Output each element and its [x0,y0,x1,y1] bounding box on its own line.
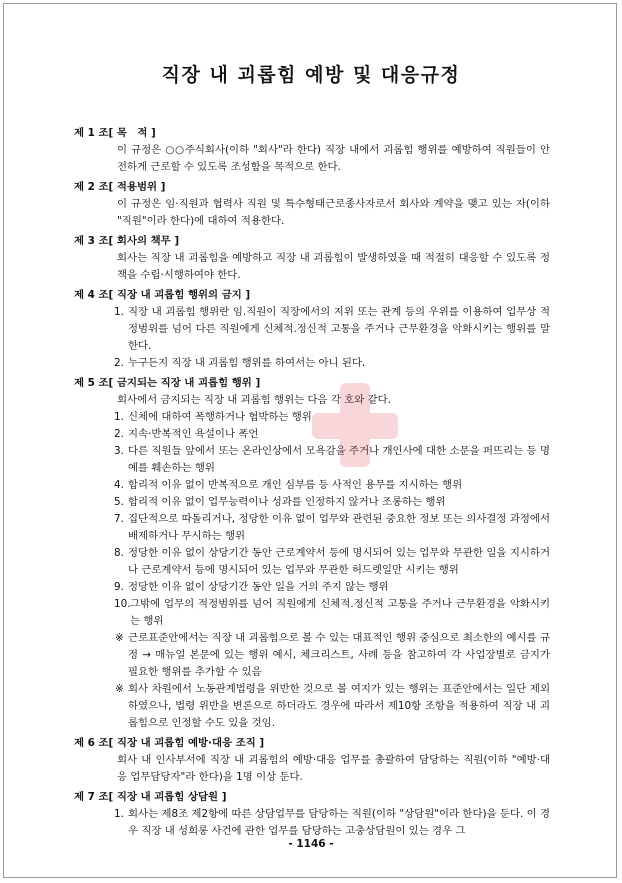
list-item [114,304,550,355]
article-paragraph: 이 규정은 임·직원과 협력사 직원 및 특수형태근로종사자로서 회사와 계약을 맺고 있는 자(이하 "직원"이라 한다)에 대하여 적용한다. [117,198,550,227]
document-body [72,122,550,840]
list-item [114,443,550,477]
item-number: 9. [114,581,124,593]
list-item [114,511,550,545]
article-paragraph: 회사 내 인사부서에 직장 내 괴롭힘의 예방·대응 업무를 총괄하여 담당하는 직원(이하 "예방·대응 업무담당자"라 한다)을 1명 이상 둔다. [117,754,550,783]
list-item [114,355,550,372]
note-item [115,630,550,681]
article-6 [72,735,550,786]
article-heading: 제 7 조[ 직장 내 괴롭힘 상담원 ] [74,791,227,803]
article-heading: 제 2 조[ 적용범위 ] [74,181,166,193]
item-number: 4. [114,479,124,491]
item-text: 그밖에 업무의 적정범위를 넘어 직원에게 신체적.정신적 고통을 주거나 근무환경을 악화시키는 행위 [130,598,550,627]
document-title: 직장 내 괴롭힘 예방 및 대응규정 [161,64,461,86]
item-number: 8. [114,547,124,559]
item-number: 10. [114,598,131,610]
article-paragraph: 회사는 직장 내 괴롭힘을 예방하고 직장 내 괴롭힘이 발생하였을 때 적절히 대응할 수 있도록 정책을 수립·시행하여야 한다. [117,252,550,281]
item-text: 정당한 이유 없이 상당기간 동안 근로계약서 등에 명시되어 있는 업무와 무관한 일을 지시하거나 근로계약서 등에 명시되어 있는 업무와 무관한 허드렛일만 시키는 행위 [128,547,550,576]
article-heading: 제 6 조[ 직장 내 괴롭힘 예방·대응 조직 ] [74,737,265,749]
item-number: 7. [114,513,124,525]
item-text: 지속·반복적인 욕설이나 폭언 [128,428,259,440]
item-text: 정당한 이유 없이 상당기간 동안 일을 거의 주지 않는 행위 [128,581,389,593]
article-heading: 제 3 조[ 회사의 책무 ] [74,235,180,247]
article-heading: 제 1 조[ 목 적 ] [74,127,156,139]
note-item [115,681,550,732]
list-item [114,477,550,494]
item-text: 신체에 대하여 폭행하거나 협박하는 행위 [128,411,312,423]
item-text: 집단적으로 따돌리거나, 정당한 이유 없이 업무와 관련된 중요한 정보 또는 의사결정 과정에서 배제하거나 무시하는 행위 [128,513,550,542]
page-number: - 1146 - [288,838,334,850]
article-paragraph: 회사에서 금지되는 직장 내 괴롭힘 행위는 다음 각 호와 같다. [117,394,391,406]
article-7 [72,789,550,840]
list-item [114,426,550,443]
note-mark: ※ [115,683,124,695]
article-heading: 제 5 조[ 금지되는 직장 내 괴롭힘 행위 ] [74,377,261,389]
article-2 [72,179,550,230]
item-text: 합리적 이유 없이 반복적으로 개인 심부름 등 사적인 용무를 지시하는 행위 [128,479,463,491]
list-item [114,596,550,630]
article-paragraph: 이 규정은 ○○주식회사(이하 "회사"라 한다) 직장 내에서 괴롭힘 행위를 예방하여 직원들이 안전하게 근로할 수 있도록 조성함을 목적으로 한다. [117,144,550,173]
note-text: 회사 차원에서 노동관계법령을 위반한 것으로 볼 여지가 있는 행위는 표준안에서는 일단 제외하였으나, 법령 위반을 변론으로 하더라도 경우에 따라서 제10항 조항을 적용하여 직장 내 괴롭힘으로 인정할 수도 있을 것임. [128,683,550,729]
list-item [114,545,550,579]
list-item [114,494,550,511]
item-number: 2. [114,357,124,369]
item-text: 회사는 제8조 제2항에 따른 상담업무를 담당하는 직원(이하 "상담원"이라 한다)을 둔다. 이 경우 직장 내 성희롱 사건에 관한 업무를 담당하는 고충상담원이 있는 경우 그 [128,808,550,837]
list-item [114,409,550,426]
item-text: 누구든지 직장 내 괴롭힘 행위를 하여서는 아니 된다. [128,357,366,369]
article-3 [72,233,550,284]
list-item [114,806,550,840]
item-number: 1. [114,808,124,820]
item-number: 5. [114,496,124,508]
list-item [114,579,550,596]
item-text: 다른 직원들 앞에서 또는 온라인상에서 모욕감을 주거나 개인사에 대한 소문을 퍼뜨리는 등 명예를 훼손하는 행위 [128,445,550,474]
article-5 [72,375,550,732]
item-number: 1. [114,411,124,423]
item-number: 3. [114,445,124,457]
item-number: 1. [114,306,124,318]
article-heading: 제 4 조[ 직장 내 괴롭힘 행위의 금지 ] [74,289,251,301]
article-1 [72,125,550,176]
item-number: 2. [114,428,124,440]
item-text: 합리적 이유 없이 업무능력이나 성과를 인정하지 않거나 조롱하는 행위 [128,496,446,508]
article-4 [72,287,550,372]
note-text: 근로표준안에서는 직장 내 괴롭힘으로 볼 수 있는 대표적인 행위 중심으로 최소한의 예시를 규정 → 매뉴얼 본문에 있는 행위 예시, 체크리스트, 사례 등을 참고하여 각 사업장별로 금지가 필요한 행위를 추가할 수 있음 [128,632,550,678]
note-mark: ※ [115,632,124,644]
item-text: 직장 내 괴롭힘 행위란 임.직원이 직장에서의 지위 또는 관계 등의 우위를 이용하여 업무상 적정범위를 넘어 다른 직원에게 신체적.정신적 고통을 주거나 근무환경을 악화시키는 행위를 말한다. [128,306,550,352]
